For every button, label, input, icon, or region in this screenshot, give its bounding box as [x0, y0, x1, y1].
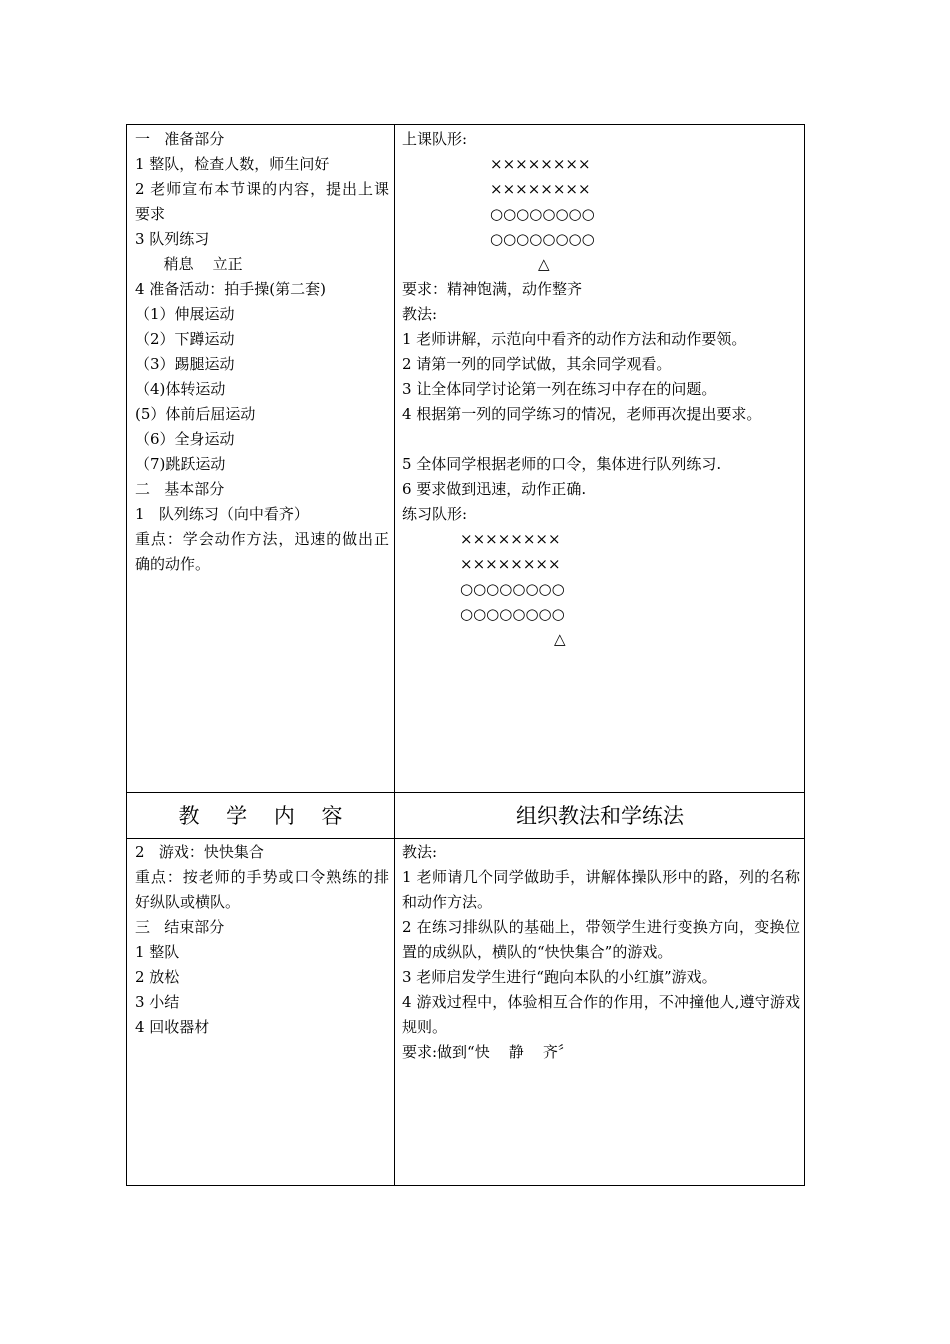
teacher-position-triangle: △ — [538, 255, 550, 273]
formation-row: ×××××××× — [460, 555, 561, 573]
header-teaching-methods: 组织教法和学练法 — [516, 804, 684, 828]
content-line: 4 准备活动：拍手操(第二套) — [135, 280, 327, 298]
top-left-cell — [135, 127, 389, 577]
top-right-cell — [402, 127, 800, 652]
method-line: 4 根据第一列的同学练习的情况，老师再次提出要求。 — [402, 405, 762, 423]
content-line: 1 队列练习（向中看齐） — [135, 505, 309, 523]
content-line: （1）伸展运动 — [135, 305, 235, 323]
method-line: 1 老师请几个同学做助手，讲解体操队形中的路，列的名称和动作方法。 — [402, 868, 800, 911]
content-line: （2）下蹲运动 — [135, 330, 235, 348]
formation-row: ○○○○○○○○ — [460, 605, 565, 623]
content-line: 1 整队，检查人数，师生问好 — [135, 155, 330, 173]
key-point: 重点：按老师的手势或口令熟练的排好纵队或横队。 — [135, 868, 389, 911]
lesson-plan-table — [126, 124, 805, 1186]
content-line: 3 小结 — [135, 993, 180, 1011]
content-line: 4 回收器材 — [135, 1018, 210, 1036]
content-line: （4)体转运动 — [135, 380, 226, 398]
formation-title: 练习队形: — [402, 505, 468, 523]
method-line: 2 请第一列的同学试做，其余同学观看。 — [402, 355, 672, 373]
formation-row: ○○○○○○○○ — [460, 580, 565, 598]
formation-row: ×××××××× — [460, 530, 561, 548]
method-line: 6 要求做到迅速，动作正确. — [402, 480, 587, 498]
content-line: 2 放松 — [135, 968, 180, 986]
content-line: 稍息 立正 — [135, 255, 243, 273]
formation-row: ○○○○○○○○ — [490, 230, 595, 248]
method-title: 教法: — [402, 305, 438, 323]
content-line: （7)跳跃运动 — [135, 455, 226, 473]
key-point: 重点：学会动作方法，迅速的做出正确的动作。 — [135, 530, 389, 573]
section-title-basic: 二 基本部分 — [135, 480, 225, 498]
bottom-left-cell — [135, 840, 389, 1040]
content-line: （3）踢腿运动 — [135, 355, 235, 373]
method-line: 2 在练习排纵队的基础上，带领学生进行变换方向，变换位置的成纵队，横队的“快快集合”的游戏。 — [402, 918, 800, 961]
content-line: 3 队列练习 — [135, 230, 210, 248]
section-title-closing: 三 结束部分 — [135, 918, 225, 936]
bottom-right-cell — [402, 840, 800, 1065]
header-teaching-content: 教 学 内 容 — [178, 804, 343, 828]
formation-row: ○○○○○○○○ — [490, 205, 595, 223]
column-divider — [394, 125, 395, 1185]
section-title-preparation: 一 准备部分 — [135, 130, 225, 148]
method-title: 教法: — [402, 843, 438, 861]
content-line: 2 老师宣布本节课的内容，提出上课要求 — [135, 180, 389, 223]
method-line: 5 全体同学根据老师的口令，集体进行队列练习. — [402, 455, 722, 473]
teacher-position-triangle: △ — [554, 630, 566, 648]
formation-row: ×××××××× — [490, 155, 591, 173]
formation-row: ×××××××× — [490, 180, 591, 198]
formation-title: 上课队形: — [402, 130, 468, 148]
method-line: 3 老师启发学生进行“跑向本队的小红旗”游戏。 — [402, 968, 717, 986]
method-line: 4 游戏过程中，体验相互合作的作用，不冲撞他人,遵守游戏规则。 — [402, 993, 800, 1036]
content-line: 2 游戏：快快集合 — [135, 843, 264, 861]
content-line: （6）全身运动 — [135, 430, 235, 448]
content-line: 1 整队 — [135, 943, 180, 961]
requirement-line: 要求:做到“快 静 齐〞 — [402, 1043, 573, 1061]
method-line: 1 老师讲解，示范向中看齐的动作方法和动作要领。 — [402, 330, 747, 348]
content-line: (5）体前后屈运动 — [135, 405, 256, 423]
method-line: 3 让全体同学讨论第一列在练习中存在的问题。 — [402, 380, 717, 398]
requirement-line: 要求：精神饱满，动作整齐 — [402, 280, 583, 298]
